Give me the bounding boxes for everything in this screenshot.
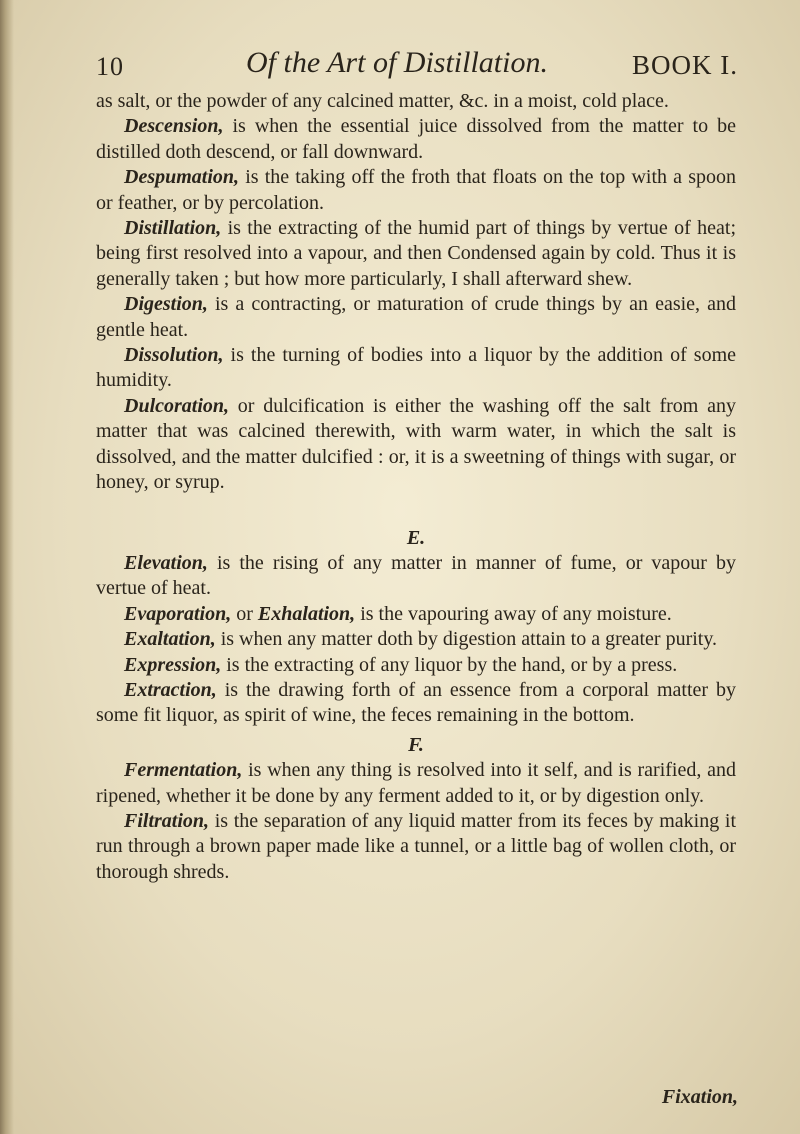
entry-definition: is the extracting of any liquor by the hand, or by a press. bbox=[221, 653, 678, 676]
entry-distillation bbox=[96, 216, 736, 292]
entry-evaporation bbox=[96, 602, 736, 627]
section-heading-e: E. bbox=[406, 526, 426, 549]
page-number: 10 bbox=[96, 52, 124, 81]
entry-definition: is the rising of any matter in manner of fume, or vapour by vertue of heat. bbox=[96, 551, 736, 600]
entry-term: Despumation, bbox=[124, 166, 240, 189]
entry-digestion bbox=[96, 292, 736, 343]
entry-definition: is the taking off the froth that floats on the top with a spoon or feather, or by percolation. bbox=[96, 166, 736, 214]
entry-definition: is when any matter doth by digestion attain to a greater purity. bbox=[215, 628, 718, 651]
entry-term: Descension, bbox=[124, 115, 224, 138]
page-header bbox=[96, 46, 744, 90]
paragraph-continuation: as salt, or the powder of any calcined matter, &c. in a moist, cold place. bbox=[96, 90, 669, 112]
entry-definition: is when any thing is resolved into it self, and is rarified, and ripened, whether it be done by any ferment added to it, or by digestion only. bbox=[96, 759, 736, 807]
entry-term: Digestion, bbox=[124, 293, 208, 316]
entry-term: Exaltation, bbox=[124, 628, 216, 651]
entry-elevation bbox=[96, 551, 736, 602]
entry-term-alternate: Exhalation, bbox=[257, 602, 356, 625]
entry-term: Dulcoration, bbox=[124, 394, 230, 417]
entry-term: Filtration, bbox=[124, 809, 210, 832]
entry-exaltation bbox=[96, 627, 736, 652]
entry-term: Extraction, bbox=[124, 678, 217, 701]
entry-fermentation bbox=[96, 758, 736, 809]
entry-dissolution bbox=[96, 343, 736, 394]
entry-term: Elevation, bbox=[124, 551, 208, 574]
book-label: BOOK I. bbox=[632, 50, 738, 80]
page-binding-edge bbox=[0, 0, 14, 1134]
entry-definition: is when the essential juice dissolved from the matter to be distilled doth descend, or fall downward. bbox=[96, 115, 736, 163]
entry-term: Dissolution, bbox=[124, 344, 224, 367]
entry-connector: or bbox=[231, 602, 258, 625]
entry-term: Fermentation, bbox=[124, 759, 243, 782]
entry-despumation bbox=[96, 165, 736, 216]
entry-definition: is the turning of bodies into a liquor by the addition of some humidity. bbox=[96, 344, 736, 392]
entry-term: Distillation, bbox=[124, 217, 222, 240]
body-text bbox=[96, 89, 736, 885]
section-heading-f: F. bbox=[408, 733, 424, 756]
entry-filtration bbox=[96, 809, 736, 885]
entry-term: Expression, bbox=[124, 653, 222, 676]
entry-expression bbox=[96, 653, 736, 678]
entry-definition: is the extracting of the humid part of things by vertue of heat; being first resolved into a vapour, and then Condensed again by cold. Thus it is generally taken ; but how more particularly, I shall afterward shew. bbox=[96, 217, 736, 290]
entry-definition: is the separation of any liquid matter from its feces by making it run through a brown paper made like a tunnel, or a little bag of wollen cloth, or thorough shreds. bbox=[96, 809, 736, 883]
entry-definition: is a contracting, or maturation of crude things by an easie, and gentle heat. bbox=[96, 293, 736, 341]
entry-definition: is the vapouring away of any moisture. bbox=[355, 602, 672, 625]
running-title: Of the Art of Distillation. bbox=[246, 46, 548, 79]
entry-definition: is the drawing forth of an essence from a corporal matter by some fit liquor, as spirit of wine, the feces remaining in the bottom. bbox=[96, 678, 736, 727]
entry-descension bbox=[96, 114, 736, 165]
entry-dulcoration bbox=[96, 394, 736, 496]
entry-definition: or dulcification is either the washing off the salt from any matter that was calcined therewith, with warm water, in which the salt is dissolved, and the matter dulcified : or, it is a sweetning of things with sugar, or honey, or syrup. bbox=[96, 394, 736, 494]
entry-extraction bbox=[96, 678, 736, 729]
entry-term: Evaporation, bbox=[124, 602, 232, 625]
catchword: Fixation, bbox=[661, 1086, 738, 1108]
